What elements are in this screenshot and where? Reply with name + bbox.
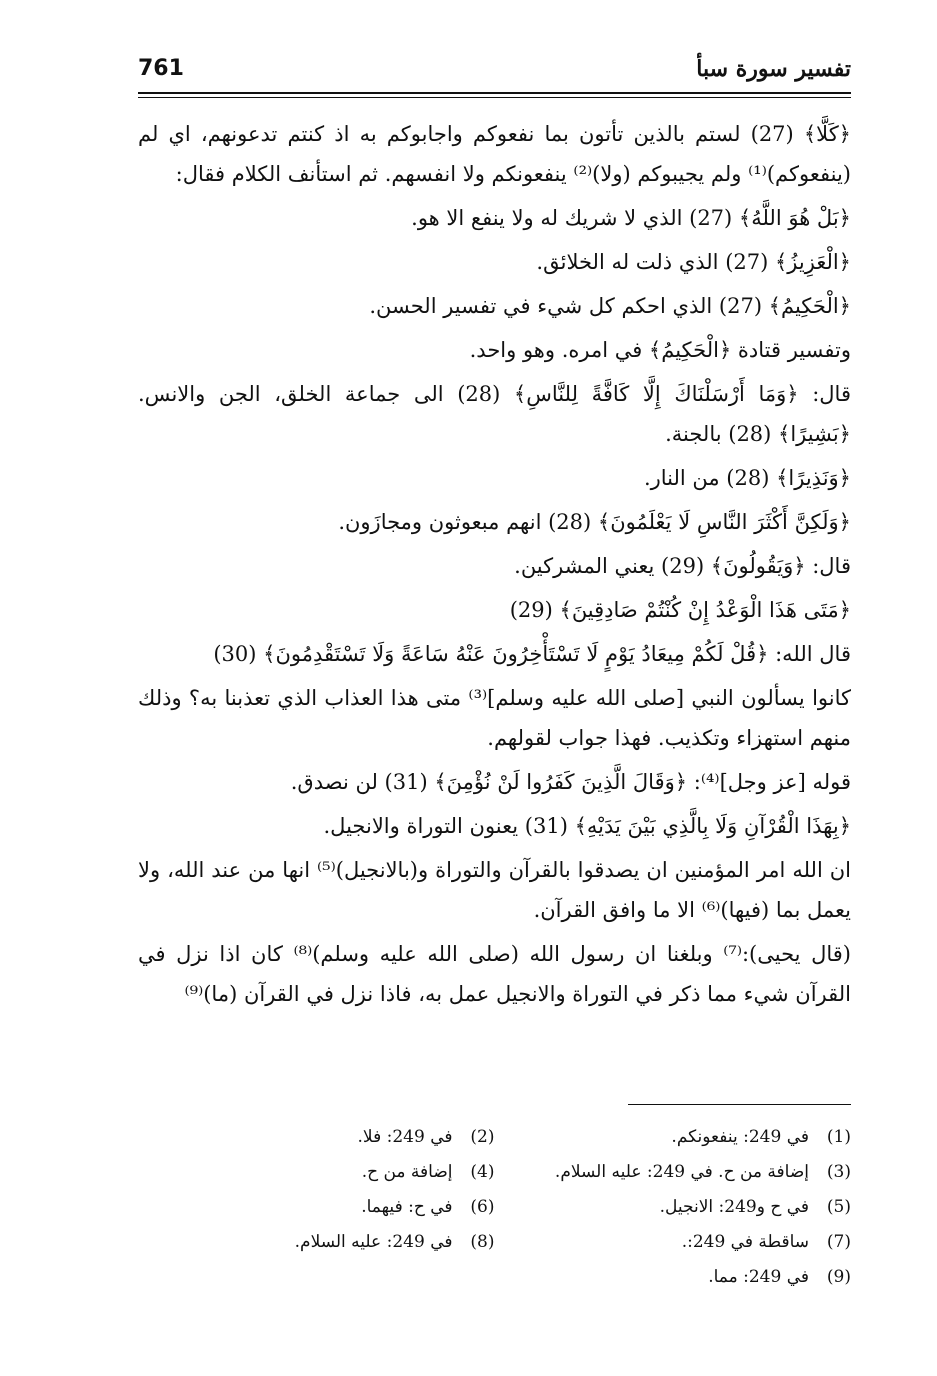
footnote: [138, 1197, 495, 1217]
commentary-text: [138, 114, 851, 1018]
footnote: [491, 1267, 851, 1287]
paragraph: ﴿بَلْ هُوَ اللَّهُ﴾ (27) الذي لا شريك له ولا ينفع الا هو.: [411, 206, 851, 230]
footnote-row: [138, 1259, 851, 1294]
footnote-row: [138, 1154, 851, 1189]
footnote-number: (3): [826, 1161, 851, 1182]
footnote-text: في 249: فلا.: [357, 1126, 453, 1147]
footnote: [138, 1162, 495, 1182]
footnote-number: (4): [470, 1161, 495, 1182]
paragraph: قوله [عز وجل]⁽⁴⁾: ﴿وَقَالَ الَّذِينَ كَفَرُوا لَنْ نُؤْمِنَ﴾ (31) لن نصدق.: [290, 770, 851, 794]
footnote-number: (8): [470, 1231, 495, 1252]
footnote-text: إضافة من ح.: [361, 1161, 453, 1182]
page-number: 761: [138, 56, 184, 81]
running-title: تفسير سورة سبأ: [696, 56, 851, 82]
paragraph: قال الله: ﴿قُلْ لَكُمْ مِيعَادُ يَوْمٍ لَا تَسْتَأْخِرُونَ عَنْهُ سَاعَةً وَلَا تَسْتَقْدِمُونَ﴾ (30): [213, 642, 851, 666]
footnote-row: [138, 1224, 851, 1259]
footnote-number: (1): [826, 1126, 851, 1147]
footnote-text: في ح و249: الانجيل.: [659, 1196, 809, 1217]
paragraph: ﴿بِهَذَا الْقُرْآنِ وَلَا بِالَّذِي بَيْنَ يَدَيْهِ﴾ (31) يعنون التوراة والانجيل.: [323, 814, 851, 838]
footnote-number: (9): [826, 1266, 851, 1287]
footnote-text: في 249: عليه السلام.: [294, 1231, 453, 1252]
footnote: [495, 1232, 852, 1252]
paragraph: ﴿وَنَذِيرًا﴾ (28) من النار.: [643, 466, 851, 490]
footnote-text: إضافة من ح. في 249: عليه السلام.: [554, 1161, 809, 1182]
header-rule-thick: [138, 92, 851, 94]
footnote-row: [138, 1119, 851, 1154]
paragraph: وتفسير قتادة ﴿الْحَكِيمُ﴾ في امره. وهو واحد.: [469, 338, 851, 362]
footnote: [138, 1232, 495, 1252]
footnote-text: في 249: ينفعونكم.: [671, 1126, 809, 1147]
footnotes: [138, 1119, 851, 1294]
footnote-number: (6): [470, 1196, 495, 1217]
paragraph: ﴿وَلَكِنَّ أَكْثَرَ النَّاسِ لَا يَعْلَمُونَ﴾ (28) انهم مبعوثون ومجازَون.: [338, 510, 851, 534]
paragraph: ﴿الْعَزِيزُ﴾ (27) الذي ذلت له الخلائق.: [536, 250, 851, 274]
footnote: [138, 1127, 495, 1147]
page-header: [138, 56, 851, 92]
footnote: [495, 1127, 852, 1147]
footnote: [495, 1197, 852, 1217]
paragraph: قال: ﴿وَيَقُولُونَ﴾ (29) يعني المشركين.: [514, 554, 851, 578]
paragraph: (قال يحيى):⁽⁷⁾ وبلغنا ان رسول الله (صلى الله عليه وسلم)⁽⁸⁾ كان اذا نزل في القرآن شيء مما ذكر في التوراة والانجيل عمل به، فاذا نزل في القرآن (ما)⁽⁹⁾: [138, 942, 851, 1006]
paragraph: ﴿مَتَى هَذَا الْوَعْدُ إِنْ كُنْتُمْ صَادِقِينَ﴾ (29): [509, 598, 851, 622]
footnote-text: في 249: مما.: [708, 1266, 809, 1287]
footnote-number: (7): [826, 1231, 851, 1252]
header-rule-thin: [138, 97, 851, 98]
footnote: [495, 1162, 852, 1182]
footnote-number: (5): [826, 1196, 851, 1217]
footnote-rule: [628, 1104, 851, 1105]
paragraph: ان الله امر المؤمنين ان يصدقوا بالقرآن والتوراة و(بالانجيل)⁽⁵⁾ انها من عند الله، ولا يعمل بما (فيها)⁽⁶⁾ الا ما وافق القرآن.: [138, 858, 851, 922]
footnote-text: ساقطة في 249:.: [681, 1231, 809, 1252]
footnote-row: [138, 1189, 851, 1224]
footnote-text: في ح: فيهما.: [361, 1196, 453, 1217]
paragraph: كانوا يسألون النبي [صلى الله عليه وسلم]⁽³⁾ متى هذا العذاب الذي تعذبنا به؟ وذلك منهم استهزاء وتكذيب. فهذا جواب لقولهم.: [138, 686, 851, 750]
paragraph: قال: ﴿وَمَا أَرْسَلْنَاكَ إِلَّا كَافَّةً لِلنَّاسِ﴾ (28) الى جماعة الخلق، الجن والانس. ﴿بَشِيرًا﴾ (28) بالجنة.: [138, 382, 851, 446]
paragraph: ﴿الْحَكِيمُ﴾ (27) الذي احكم كل شيء في تفسير الحسن.: [369, 294, 851, 318]
footnote-number: (2): [470, 1126, 495, 1147]
paragraph: ﴿كَلَّا﴾ (27) لستم بالذين تأتون بما نفعوكم واجابوكم به اذ كنتم تدعونهم، اي لم (ينفعوكم)⁽¹⁾ ولم يجيبوكم (ولا)⁽²⁾ ينفعونكم ولا انفسهم. ثم استأنف الكلام فقال:: [138, 122, 851, 186]
